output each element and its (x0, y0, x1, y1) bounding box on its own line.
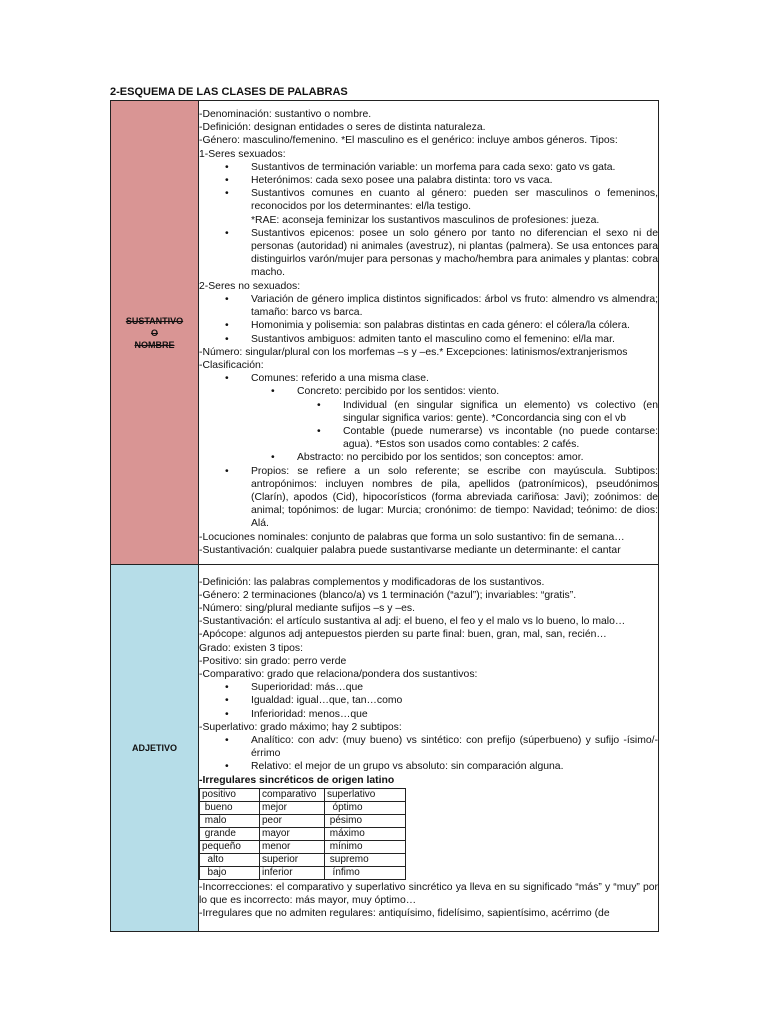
table-cell: máximo (325, 827, 406, 840)
table-cell: mayor (260, 827, 325, 840)
text-line: -Sustantivación: cualquier palabra puede sustantivarse mediante un determinante: el cantar (199, 544, 621, 556)
text-line: -Número: singular/plural con los morfemas –s y –es.* Excepciones: latinismos/extranjerismos (199, 346, 628, 358)
bullet-icon: • (225, 161, 229, 173)
table-row (200, 866, 406, 879)
bullet-icon: • (271, 452, 275, 464)
text-line: -Positivo: sin grado: perro verde (199, 655, 347, 667)
bullet-item: • Superioridad: más…que (225, 682, 364, 694)
bullet-item: • Contable (puede numerarse) vs incontable (no puede contarse: agua). *Estos son usados como contables: 2 cafés. (317, 425, 658, 451)
bullet-item: • Relativo: el mejor de un grupo vs absoluto: sin comparación alguna. (225, 761, 564, 773)
table-row (200, 827, 406, 840)
bullet-icon: • (225, 320, 229, 332)
text-line: -Género: masculino/femenino. *El masculino es el genérico: incluye ambos géneros. Tipos: (199, 135, 618, 147)
page-title: 2-ESQUEMA DE LAS CLASES DE PALABRAS (110, 86, 348, 98)
bullet-icon: • (271, 386, 275, 398)
text-line: -Incorrecciones: el comparativo y superlativo sincrético ya lleva en su significado “más” y “muy” por lo que es incorrecto: más mayor, muy óptimo… (199, 881, 658, 907)
bullet-item: • Sustantivos epicenos: posee un solo género por tanto no diferencian el sexo ni de personas (autoridad) ni animales (avestruz), ni plantas (palmera). Se usa entonces para distinguirlos varón/mujer para personas y macho/hembra para animales y plantas: cobra macho. (225, 227, 658, 279)
bullet-icon: • (225, 735, 229, 746)
bullet-item: • Heterónimos: cada sexo posee una palabra distinta: toro vs vaca. (225, 175, 553, 187)
text-line: -Género: 2 terminaciones (blanco/a) vs 1 terminación (“azul”); invariables: “gratis”. (199, 589, 577, 601)
text-line: -Número: sing/plural mediante sufijos –s y –es. (199, 602, 415, 614)
table-row (200, 814, 406, 827)
table-header-row (200, 788, 406, 801)
text-line: -Comparativo: grado que relaciona/pondera dos sustantivos: (199, 668, 478, 680)
text-line: Grado: existen 3 tipos: (199, 642, 303, 654)
sustantivo-label: NOMBRE (134, 339, 175, 350)
sustantivo-content (199, 101, 659, 565)
bullet-item: • Propios: se refiere a un solo referente; se escribe con mayúscula. Subtipos: antropónimos: incluyen nombres de pila, apellidos (patronímicos), pseudónimos (Clarín), apodos (Cid), hipocorísticos (forma abreviada cariñosa: Javi); zoónimos: de animal; topónimos: de lugar: Murcia; cronónimo: de tiempo: Navidad; teónimo: de dios: Alá. (225, 465, 658, 530)
table-row (200, 853, 406, 866)
table-cell: supremo (325, 853, 406, 866)
sustantivo-row (111, 101, 659, 565)
text-line: -Superlativo: grado máximo; hay 2 subtipos: (199, 721, 402, 733)
bullet-item: • Comunes: referido a una misma clase. (225, 373, 429, 385)
bullet-item: • Analítico: con adv: (muy bueno) vs sintético: con prefijo (súperbueno) y sufijo -ísimo/-érrimo (225, 735, 658, 760)
bullet-icon: • (317, 399, 321, 411)
irregular-table (199, 788, 406, 880)
table-row (200, 840, 406, 853)
table-cell: malo (200, 814, 260, 827)
text-line: -Apócope: algunos adj antepuestos pierden su parte final: buen, gran, mal, san, recién… (199, 629, 607, 641)
bullet-icon: • (225, 695, 229, 707)
bullet-icon: • (225, 465, 229, 477)
bullet-icon: • (225, 188, 229, 200)
text-line: 2-Seres no sexuados: (199, 280, 301, 292)
text-line: -Irregulares sincréticos de origen latino (199, 774, 395, 786)
bullet-item: • Inferioridad: menos…que (225, 708, 368, 720)
table-cell: inferior (260, 866, 325, 879)
text-line: -Locuciones nominales: conjunto de palabras que forma un solo sustantivo: fin de semana… (199, 531, 625, 543)
text-line: -Clasificación: (199, 359, 264, 371)
text-line: -Irregulares que no admiten regulares: antiquísimo, fidelísimo, sapientísimo, acérrimo (de (199, 908, 610, 920)
table-cell: bajo (200, 866, 260, 879)
sustantivo-label: SUSTANTIVO (125, 315, 184, 326)
bullet-item: • Variación de género implica distintos significados: árbol vs fruto: almendro vs almendra; tamaño: barco vs barca. (225, 293, 658, 319)
table-cell: superior (260, 853, 325, 866)
bullet-item: • Sustantivos de terminación variable: un morfema para cada sexo: gato vs gata. (225, 161, 616, 173)
bullet-item: • Individual (en singular significa un elemento) vs colectivo (en singular significa varios: gente). *Concordancia sing con el vb (317, 399, 658, 424)
text-line: -Definición: designan entidades o seres de distinta naturaleza. (199, 122, 486, 134)
sustantivo-label: O (150, 327, 158, 338)
bullet-icon: • (225, 708, 229, 720)
bullet-icon: • (225, 175, 229, 187)
text-line: -Definición: las palabras complementos y modificadoras de los sustantivos. (199, 576, 545, 588)
bullet-item: • Sustantivos comunes en cuanto al género: pueden ser masculinos o femeninos, reconocidos por los determinantes: el/la testigo. (225, 188, 658, 213)
table-header: superlativo (325, 788, 406, 801)
table-header: comparativo (260, 788, 325, 801)
adjetivo-label-cell (111, 565, 199, 932)
bullet-item: • Homonimia y polisemia: son palabras distintas en cada género: el cólera/la cólera. (225, 320, 630, 332)
table-cell: ínfimo (325, 866, 406, 879)
text-line: -Sustantivación: el artículo sustantiva al adj: el bueno, el feo y el malo vs lo bueno, lo malo… (199, 616, 626, 628)
adjetivo-label: ADJETIVO (131, 743, 177, 753)
sustantivo-label-cell (111, 101, 199, 565)
bullet-icon: • (225, 333, 229, 345)
table-cell: menor (260, 840, 325, 853)
bullet-icon: • (225, 373, 229, 385)
table-cell: peor (260, 814, 325, 827)
table-cell: bueno (200, 801, 260, 814)
bullet-item: • Abstracto: no percibido por los sentidos; son conceptos: amor. (271, 452, 584, 464)
table-cell: pequeño (200, 840, 260, 853)
table-header: positivo (200, 788, 260, 801)
table-cell: pésimo (325, 814, 406, 827)
bullet-item: • Igualdad: igual…que, tan…como (225, 695, 403, 707)
word-classes-table (110, 100, 659, 932)
bullet-icon: • (225, 682, 229, 694)
bullet-icon: • (317, 425, 321, 437)
bullet-item: • Sustantivos ambiguos: admiten tanto el masculino como el femenino: el/la mar. (225, 333, 615, 345)
table-cell: óptimo (325, 801, 406, 814)
table-cell: mejor (260, 801, 325, 814)
bullet-icon: • (225, 227, 229, 239)
adjetivo-row (111, 565, 659, 932)
table-cell: grande (200, 827, 260, 840)
bullet-icon: • (225, 293, 229, 305)
text-line: 1-Seres sexuados: (199, 148, 286, 160)
bullet-icon: • (225, 761, 229, 773)
adjetivo-content (199, 565, 659, 932)
table-cell: alto (200, 853, 260, 866)
text-line: *RAE: aconseja feminizar los sustantivos masculinos de profesiones: jueza. (251, 214, 600, 226)
text-line: -Denominación: sustantivo o nombre. (199, 109, 372, 121)
table-row (200, 801, 406, 814)
table-cell: mínimo (325, 840, 406, 853)
bullet-item: • Concreto: percibido por los sentidos: viento. (271, 386, 500, 398)
